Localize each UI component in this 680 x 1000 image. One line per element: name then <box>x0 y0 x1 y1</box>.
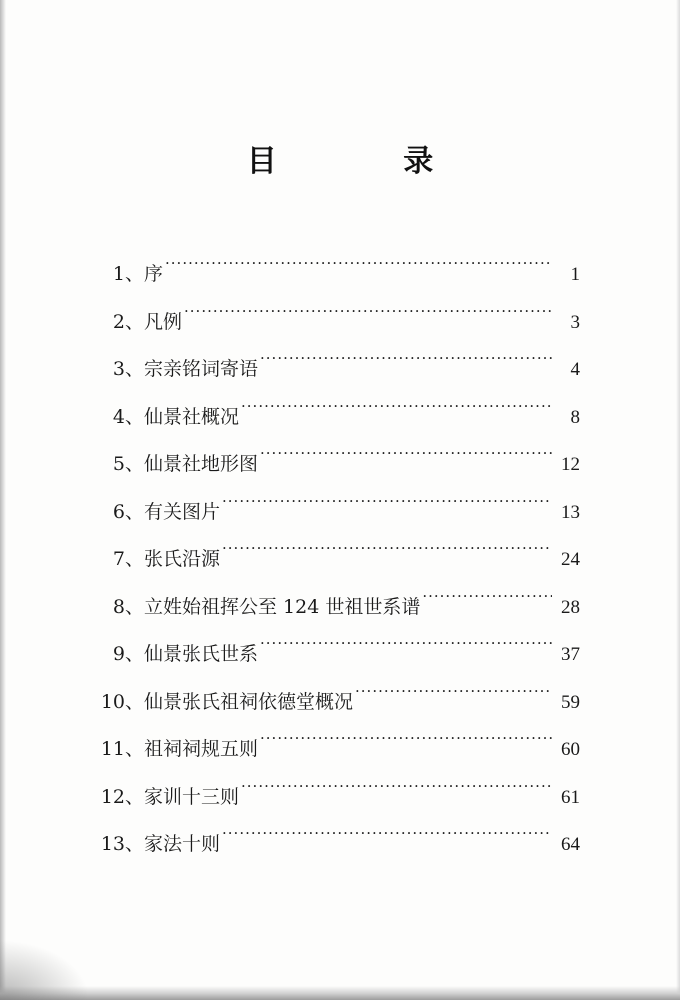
toc-entry-page: 28 <box>561 596 580 618</box>
toc-entry-page: 61 <box>561 786 580 808</box>
toc-leader-dots <box>422 579 552 613</box>
toc-entry-number: 1、 <box>112 263 144 285</box>
toc-leader-dots <box>184 294 552 328</box>
toc-entry-number: 6、 <box>112 500 144 523</box>
toc-entry-page: 64 <box>561 834 580 855</box>
toc-entry-page: 12 <box>561 454 580 475</box>
toc-leader-dots <box>260 436 552 470</box>
toc-leader-dots <box>241 389 552 423</box>
toc-entry-title: 宗亲铭词寄语 <box>144 358 259 380</box>
toc-entry-number: 8、 <box>112 595 144 618</box>
toc-leader-dots <box>222 484 552 518</box>
toc-entry-page: 59 <box>561 691 580 713</box>
toc-leader-dots <box>165 246 552 280</box>
toc-entry[interactable] <box>100 721 580 769</box>
toc-entry-number: 5、 <box>112 453 144 475</box>
toc-entry-title: 有关图片 <box>144 500 221 523</box>
toc-entry-title: 家法十则 <box>144 833 221 855</box>
toc-entry[interactable] <box>100 531 580 579</box>
toc-entry-number: 10、 <box>100 690 144 713</box>
scan-shadow-bottom <box>0 986 680 1000</box>
toc-entry-title: 祖祠祠规五则 <box>144 738 259 760</box>
toc-entry-title: 立姓始祖挥公至 124 世祖世系谱 <box>144 595 421 618</box>
toc-entry-page: 4 <box>570 359 580 380</box>
toc-entry-number: 3、 <box>112 358 144 380</box>
toc-leader-dots <box>355 674 552 708</box>
toc-entry-title: 仙景社地形图 <box>144 453 259 475</box>
toc-leader-dots <box>260 341 552 375</box>
toc-entry-number: 7、 <box>112 548 144 570</box>
toc-entry[interactable] <box>100 389 580 437</box>
toc-entry[interactable] <box>100 436 580 484</box>
toc-leader-dots <box>222 816 552 850</box>
toc-entry-page: 8 <box>570 406 580 428</box>
toc-leader-dots <box>222 531 552 565</box>
toc-entry-page: 60 <box>561 739 580 760</box>
scan-shadow-corner <box>0 940 90 1000</box>
toc-entry-title: 张氏沿源 <box>144 548 221 570</box>
toc-entry[interactable] <box>100 816 580 864</box>
toc-entry[interactable] <box>100 626 580 674</box>
toc-entry[interactable] <box>100 294 580 342</box>
toc-entry[interactable] <box>100 579 580 627</box>
toc-entry-page: 24 <box>561 549 580 570</box>
toc-entry[interactable] <box>100 769 580 817</box>
toc-entry[interactable] <box>100 341 580 389</box>
toc-entry-number: 9、 <box>112 643 144 665</box>
toc-entry-number: 2、 <box>112 310 144 333</box>
toc-entry-title: 仙景张氏世系 <box>144 643 259 665</box>
toc-entry-page: 37 <box>561 644 580 665</box>
toc-entry-number: 12、 <box>100 785 144 808</box>
toc-entry-title: 序 <box>144 263 164 285</box>
toc-entry-number: 11、 <box>100 738 144 760</box>
toc-entry-page: 1 <box>570 264 580 285</box>
toc-leader-dots <box>260 626 552 660</box>
toc-entry-title: 家训十三则 <box>144 785 240 808</box>
page-title: 目 录 <box>246 144 492 179</box>
toc-entry-page: 3 <box>570 311 580 333</box>
toc-entry[interactable] <box>100 674 580 722</box>
toc-leader-dots <box>241 769 552 803</box>
toc-entry-number: 13、 <box>100 833 144 855</box>
toc-entry-page: 13 <box>561 501 580 523</box>
toc-entry[interactable] <box>100 484 580 532</box>
table-of-contents <box>100 246 580 864</box>
toc-entry-title: 仙景社概况 <box>144 405 240 428</box>
toc-entry-title: 凡例 <box>144 310 183 333</box>
toc-entry-title: 仙景张氏祖祠依德堂概况 <box>144 690 354 713</box>
toc-entry[interactable] <box>100 246 580 294</box>
toc-leader-dots <box>260 721 552 755</box>
toc-entry-number: 4、 <box>112 405 144 428</box>
